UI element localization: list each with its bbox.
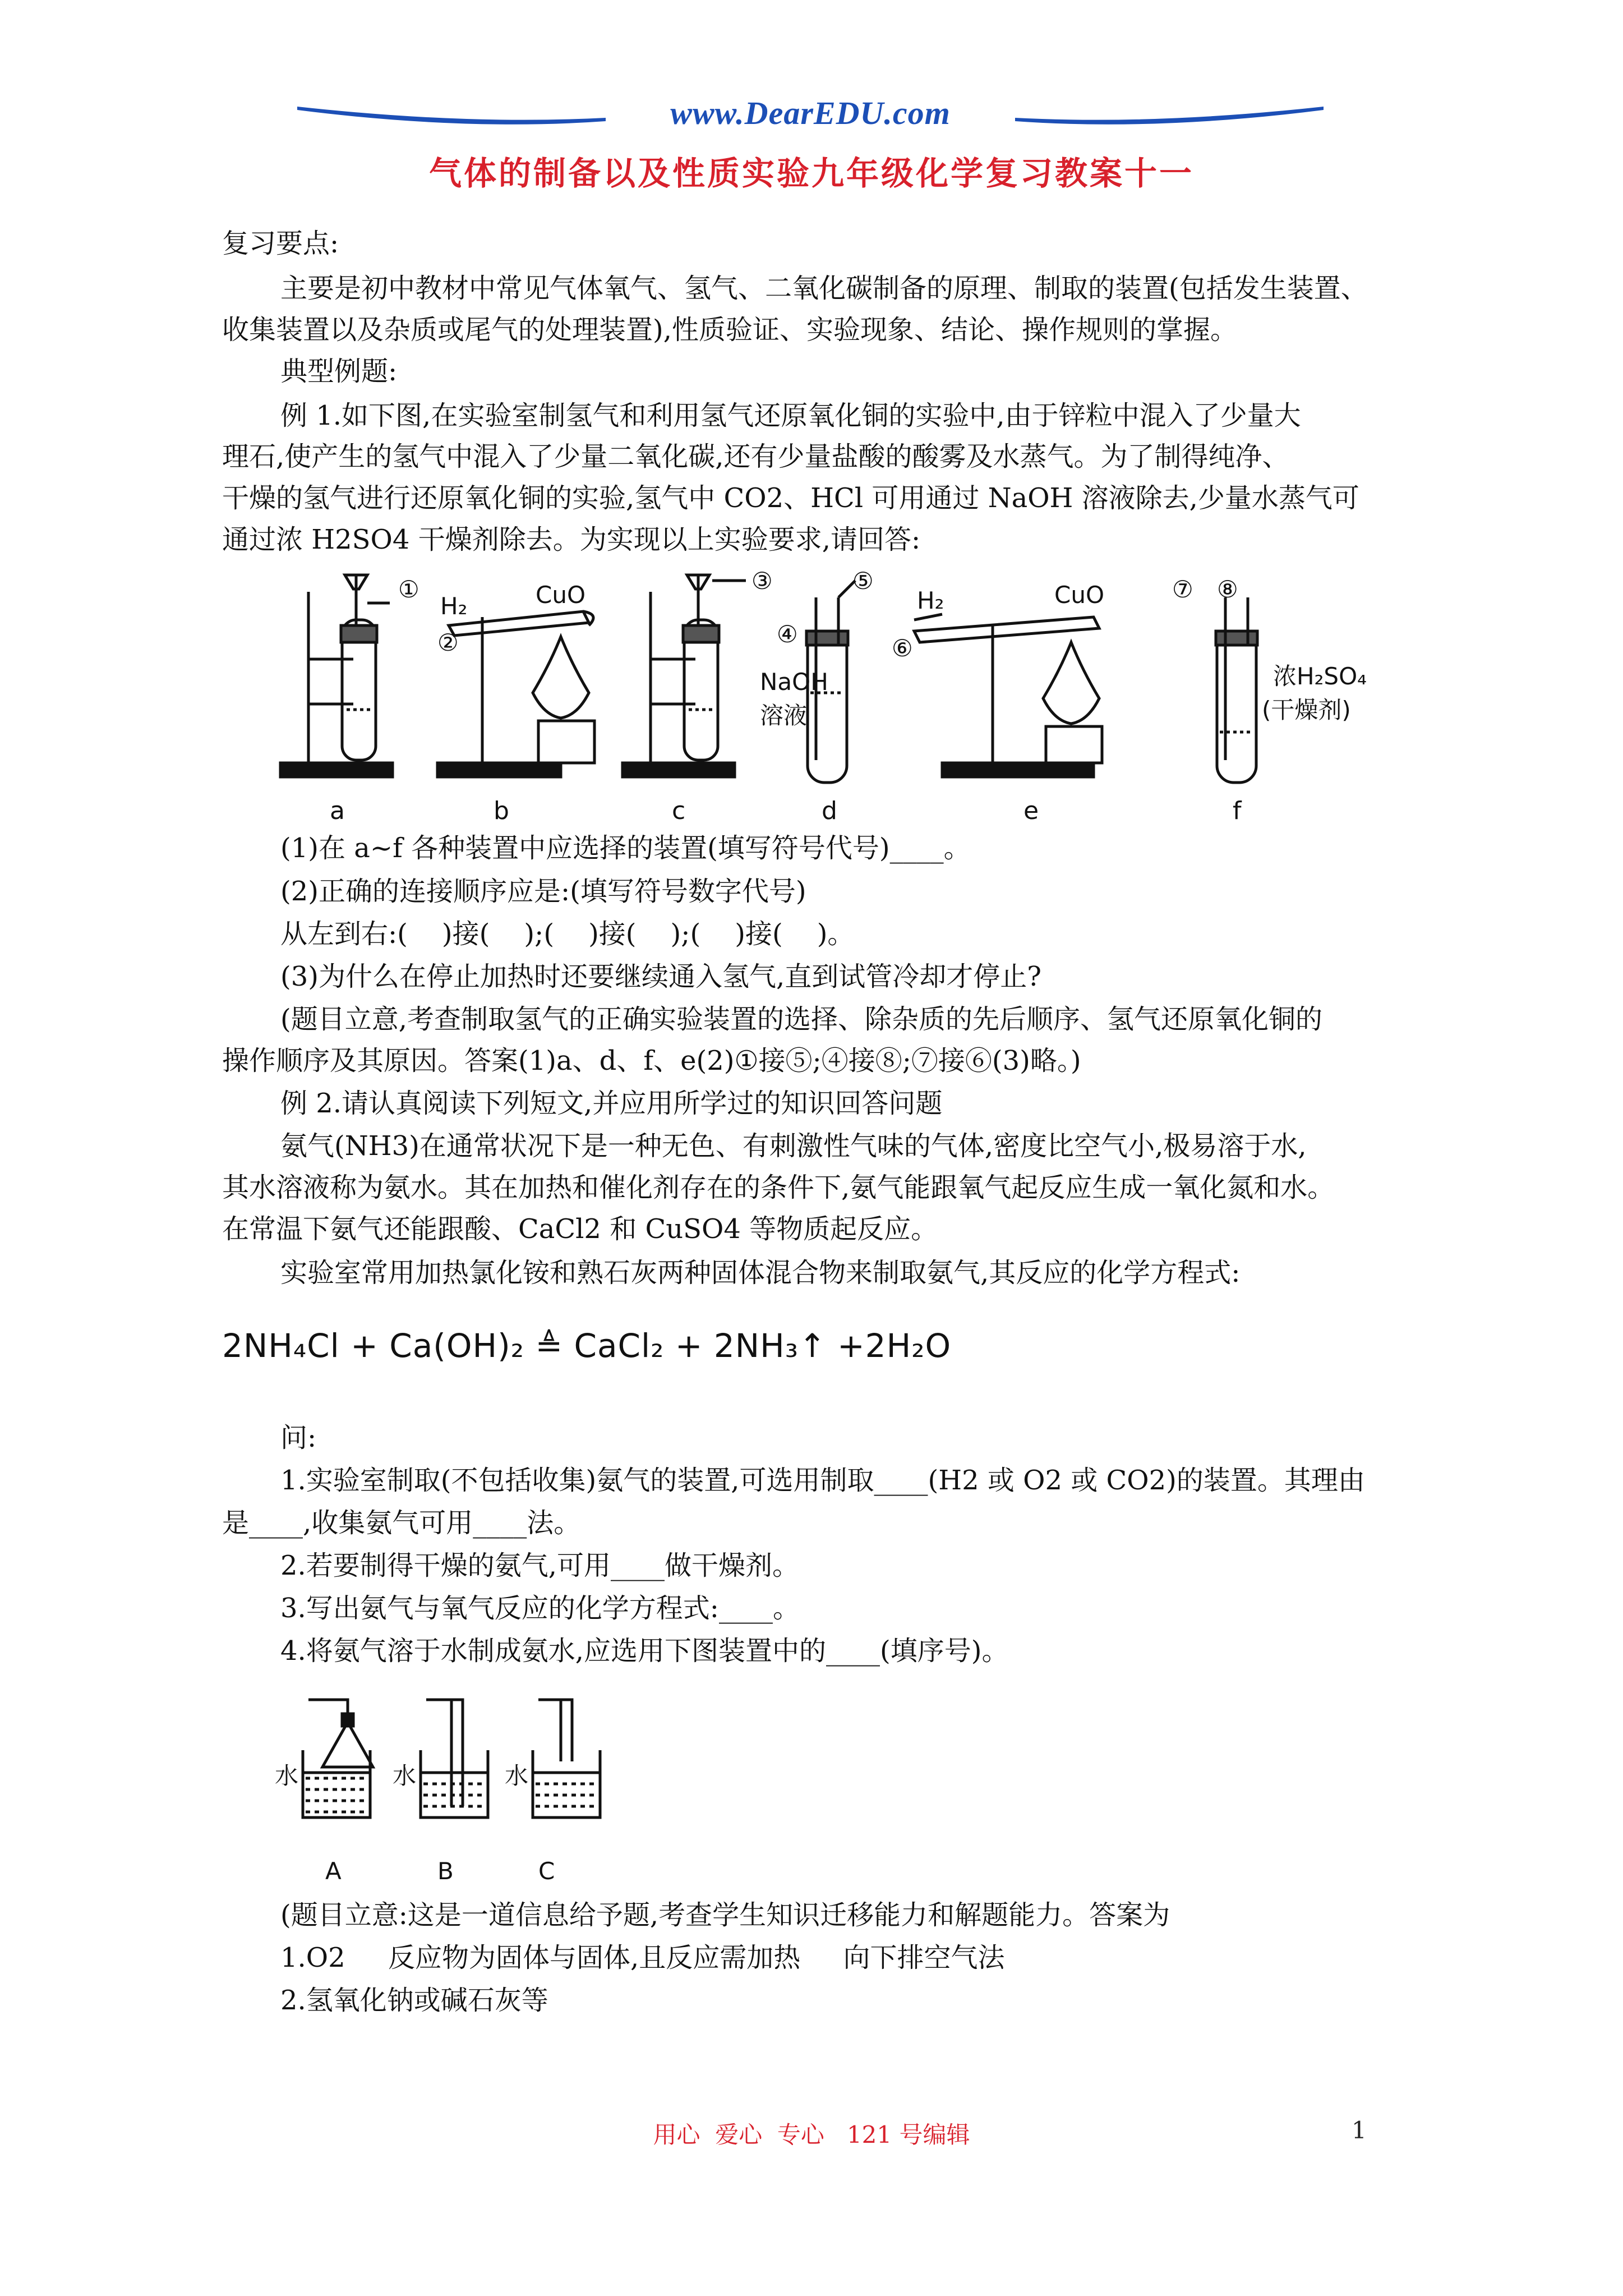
text-line: 操作顺序及其原因。答案(1)a、d、f、e(2)①接⑤;④接⑧;⑦接⑥(3)略。) — [222, 1045, 1081, 1076]
label-8: ⑧ — [1217, 576, 1238, 603]
text-line: 主要是初中教材中常见气体氧气、氢气、二氧化碳制备的原理、制取的装置(包括发生装置、 — [280, 273, 1368, 304]
text-line: (题目立意:这是一道信息给予题,考查学生知识迁移能力和解题能力。答案为 — [280, 1899, 1170, 1931]
review-points-heading: 复习要点: — [222, 228, 339, 259]
label-cuo: CuO — [536, 581, 586, 609]
text-line: 在常温下氨气还能跟酸、CaCl2 和 CuSO4 等物质起反应。 — [222, 1213, 938, 1245]
label-3: ③ — [751, 567, 773, 595]
answer-1: 1.O2 反应物为固体与固体,且反应需加热 向下排空气法 — [280, 1942, 1005, 1973]
question-2-blanks: 从左到右:( )接( );( )接( );( )接( )。 — [280, 918, 855, 950]
fig2-label-b: B — [437, 1857, 454, 1885]
apparatus-b — [437, 611, 594, 777]
label-1: ① — [398, 576, 419, 603]
question-1: (1)在 a~f 各种装置中应选择的装置(填写符号代号)____。 — [280, 832, 971, 864]
question-2: (2)正确的连接顺序应是:(填写符号数字代号) — [280, 876, 806, 907]
fig-label-a: a — [330, 797, 345, 825]
chemical-equation: 2NH₄Cl + Ca(OH)₂ ≜ CaCl₂ + 2NH₃↑ +2H₂O — [222, 1327, 952, 1365]
page-number: 1 — [1352, 2116, 1367, 2144]
text-line: 是____,收集氨气可用____法。 — [222, 1507, 581, 1539]
label-naoh: NaOH — [760, 668, 828, 696]
question-heading: 问: — [280, 1422, 317, 1453]
beaker-a — [303, 1700, 373, 1818]
apparatus-c — [623, 575, 746, 777]
water-label-c: 水 — [505, 1762, 529, 1789]
text-line: 其水溶液称为氨水。其在加热和催化剂存在的条件下,氨气能跟氧气起反应生成一氧化氮和水。 — [222, 1172, 1335, 1203]
text-line: 2.若要制得干燥的氨气,可用____做干燥剂。 — [280, 1550, 800, 1581]
question-3: (3)为什么在停止加热时还要继续通入氢气,直到试管冷却才停止? — [280, 961, 1041, 992]
footer-text: 用心 爱心 专心 121 号编辑 — [653, 2121, 970, 2148]
apparatus-e — [914, 614, 1102, 777]
text-line: 理石,使产生的氢气中混入了少量二氧化碳,还有少量盐酸的酸雾及水蒸气。为了制得纯净、 — [222, 441, 1289, 472]
water-label-b: 水 — [393, 1762, 417, 1789]
apparatus-a — [280, 575, 393, 777]
text-line: 干燥的氢气进行还原氧化铜的实验,氢气中 CO2、HCl 可用通过 NaOH 溶液除去,少量水蒸气可 — [222, 482, 1359, 514]
beaker-b — [421, 1700, 488, 1818]
fig-label-b: b — [494, 797, 509, 825]
answer-2: 2.氢氧化钠或碱石灰等 — [280, 1985, 548, 2016]
apparatus-f — [1216, 597, 1257, 783]
label-cuo-e: CuO — [1054, 581, 1105, 609]
fig2-label-a: A — [325, 1857, 342, 1885]
label-solution: 溶液 — [760, 702, 808, 729]
beaker-figure — [269, 1688, 662, 1890]
text-line: 例 1.如下图,在实验室制氢气和利用氢气还原氧化铜的实验中,由于锌粒中混入了少量大 — [280, 400, 1301, 431]
text-line: 1.实验室制取(不包括收集)氨气的装置,可选用制取____(H2 或 O2 或 CO2)的装置。其理由 — [280, 1465, 1365, 1496]
water-label-a: 水 — [275, 1762, 299, 1789]
beaker-c — [533, 1700, 600, 1818]
text-line: 收集装置以及杂质或尾气的处理装置),性质验证、实验现象、结论、操作规则的掌握。 — [222, 314, 1237, 346]
label-5: ⑤ — [852, 567, 874, 595]
fig2-label-c: C — [538, 1857, 555, 1885]
fig-label-f: f — [1233, 797, 1242, 825]
page-title: 气体的制备以及性质实验九年级化学复习教案十一 — [428, 154, 1194, 192]
label-4: ④ — [777, 620, 798, 648]
text-line: 通过浓 H2SO4 干燥剂除去。为实现以上实验要求,请回答: — [222, 524, 921, 555]
label-6: ⑥ — [892, 634, 913, 662]
label-2: ② — [437, 629, 459, 656]
fig-label-e: e — [1023, 797, 1039, 825]
fig-label-c: c — [672, 797, 686, 825]
label-h2-e: H₂ — [917, 587, 944, 614]
example-2-heading: 例 2.请认真阅读下列短文,并应用所学过的知识回答问题 — [280, 1088, 943, 1119]
label-7: ⑦ — [1172, 576, 1193, 603]
examples-heading: 典型例题: — [280, 356, 398, 387]
text-line: 4.将氨气溶于水制成氨水,应选用下图装置中的____(填序号)。 — [280, 1635, 1009, 1667]
label-h2: H₂ — [440, 592, 468, 620]
text-line: (题目立意,考查制取氢气的正确实验装置的选择、除杂质的先后顺序、氢气还原氧化铜的 — [280, 1004, 1322, 1035]
label-h2so4: 浓H₂SO₄ — [1273, 662, 1367, 690]
site-url[interactable]: www.DearEDU.com — [670, 95, 951, 131]
text-line: 实验室常用加热氯化铵和熟石灰两种固体混合物来制取氨气,其反应的化学方程式: — [280, 1257, 1241, 1289]
label-desiccant: (干燥剂) — [1262, 696, 1351, 724]
site-header — [297, 94, 1324, 145]
fig-label-d: d — [822, 797, 837, 825]
text-line: 3.写出氨气与氧气反应的化学方程式:____。 — [280, 1593, 800, 1624]
apparatus-figure — [269, 564, 1391, 827]
text-line: 氨气(NH3)在通常状况下是一种无色、有刺激性气味的气体,密度比空气小,极易溶于水, — [280, 1130, 1307, 1162]
